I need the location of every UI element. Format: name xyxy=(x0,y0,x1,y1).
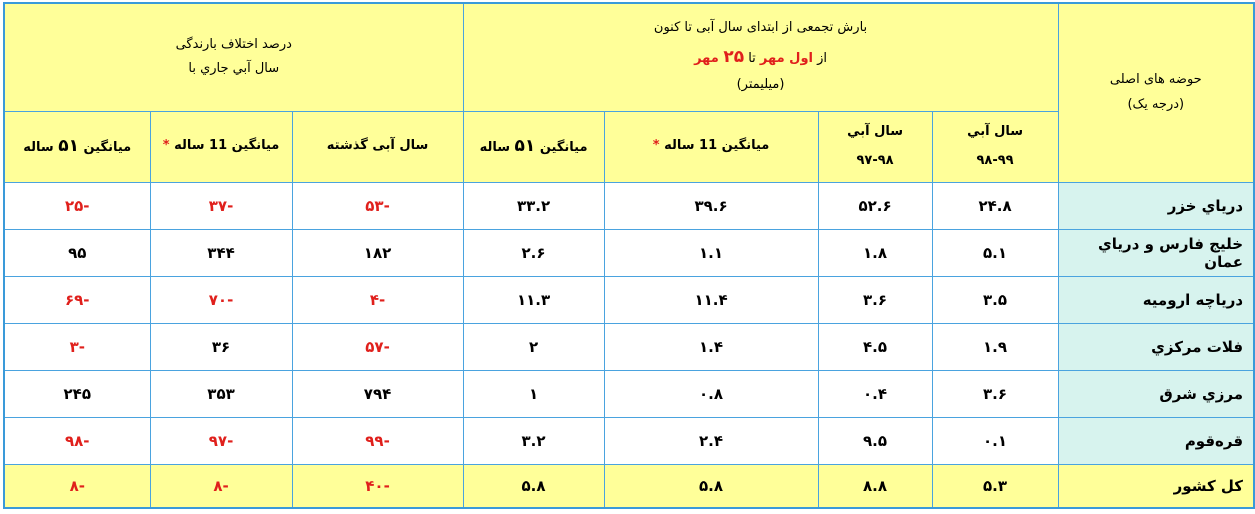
total-avg11-value: ۵.۸ xyxy=(604,464,818,508)
total-row xyxy=(4,464,1254,508)
basin-name: درياي خزر xyxy=(1058,182,1254,229)
prev-year-diff-header: سال آبی گذشته xyxy=(292,111,463,182)
total-wy-current-value: ۵.۳ xyxy=(932,464,1058,508)
wy-current-value: ۲۴.۸ xyxy=(932,182,1058,229)
diff-avg51-value: -۲۵ xyxy=(4,182,150,229)
diff-avg11-value: ۳۶ xyxy=(150,323,292,370)
diff-avg51-value: ۲۴۵ xyxy=(4,370,150,417)
date-range: از اول مهر تا ۲۵ مهر xyxy=(694,47,828,68)
basin-name: فلات مركزي xyxy=(1058,323,1254,370)
table-row xyxy=(4,417,1254,464)
wy-prev-value: ۳.۶ xyxy=(818,276,932,323)
diff-avg51-value: -۶۹ xyxy=(4,276,150,323)
diff-prev-value: -۴ xyxy=(292,276,463,323)
avg11-header: میانگین 11 ساله * xyxy=(604,111,818,182)
diff-prev-value: -۵۳ xyxy=(292,182,463,229)
wy-prev-value: ۰.۴ xyxy=(818,370,932,417)
diff-avg51-value: -۹۸ xyxy=(4,417,150,464)
total-diff-avg51-value: -۸ xyxy=(4,464,150,508)
avg51-header: میانگین ۵۱ ساله xyxy=(463,111,604,182)
wy-prev-value: ۱.۸ xyxy=(818,229,932,276)
diff-avg11-value: ۳۵۳ xyxy=(150,370,292,417)
total-diff-prev-value: -۴۰ xyxy=(292,464,463,508)
wy-prev-value: ۵۲.۶ xyxy=(818,182,932,229)
diff-avg11-value: -۹۷ xyxy=(150,417,292,464)
basin-name: درياچه اروميه xyxy=(1058,276,1254,323)
avg11-value: ۳۹.۶ xyxy=(604,182,818,229)
wy-current-value: ۱.۹ xyxy=(932,323,1058,370)
avg51-value: ۳.۲ xyxy=(463,417,604,464)
diff-avg51-value: -۳ xyxy=(4,323,150,370)
total-wy-prev-value: ۸.۸ xyxy=(818,464,932,508)
precipitation-group-header: بارش تجمعی از ابتدای سال آبی تا کنون از اول مهر تا ۲۵ مهر (میلیمتر) xyxy=(463,3,1058,111)
avg51-value: ۲.۶ xyxy=(463,229,604,276)
total-diff-avg11-value: -۸ xyxy=(150,464,292,508)
wy-current-value: ۵.۱ xyxy=(932,229,1058,276)
total-avg51-value: ۵.۸ xyxy=(463,464,604,508)
basin-name: خليج فارس و درياي عمان xyxy=(1058,229,1254,276)
diff-avg11-value: ۳۴۴ xyxy=(150,229,292,276)
avg11-value: ۱۱.۴ xyxy=(604,276,818,323)
diff-avg11-value: -۳۷ xyxy=(150,182,292,229)
total-name: كل كشور xyxy=(1058,464,1254,508)
wy-current-value: ۳.۵ xyxy=(932,276,1058,323)
diff-avg11-value: -۷۰ xyxy=(150,276,292,323)
diff-prev-value: ۱۸۲ xyxy=(292,229,463,276)
basin-name: مرزي شرق xyxy=(1058,370,1254,417)
basin-name: قره‌قوم xyxy=(1058,417,1254,464)
avg51-diff-header: میانگین ۵۱ ساله xyxy=(4,111,150,182)
basin-column-header: حوضه های اصلی (درجه یک) xyxy=(1058,3,1254,182)
precipitation-table xyxy=(3,2,1255,509)
wy-prev-value: ۴.۵ xyxy=(818,323,932,370)
wy-prev-value: ۹.۵ xyxy=(818,417,932,464)
table-row xyxy=(4,229,1254,276)
wy-prev-header: سال آبي ۹۷-۹۸ xyxy=(818,111,932,182)
avg11-value: ۱.۱ xyxy=(604,229,818,276)
avg51-value: ۱۱.۳ xyxy=(463,276,604,323)
diff-avg51-value: ۹۵ xyxy=(4,229,150,276)
table-row xyxy=(4,182,1254,229)
avg11-value: ۰.۸ xyxy=(604,370,818,417)
diff-prev-value: ۷۹۴ xyxy=(292,370,463,417)
wy-current-value: ۰.۱ xyxy=(932,417,1058,464)
avg11-diff-header: میانگین 11 ساله * xyxy=(150,111,292,182)
avg11-value: ۲.۴ xyxy=(604,417,818,464)
difference-group-header: درصد اختلاف بارندگی سال آبي جاري با xyxy=(4,3,463,111)
avg51-value: ۱ xyxy=(463,370,604,417)
table-row xyxy=(4,323,1254,370)
wy-current-header: سال آبي ۹۸-۹۹ xyxy=(932,111,1058,182)
avg51-value: ۲ xyxy=(463,323,604,370)
avg11-value: ۱.۴ xyxy=(604,323,818,370)
diff-prev-value: -۹۹ xyxy=(292,417,463,464)
avg51-value: ۳۳.۲ xyxy=(463,182,604,229)
diff-prev-value: -۵۷ xyxy=(292,323,463,370)
wy-current-value: ۳.۶ xyxy=(932,370,1058,417)
table-row xyxy=(4,370,1254,417)
table-row xyxy=(4,276,1254,323)
